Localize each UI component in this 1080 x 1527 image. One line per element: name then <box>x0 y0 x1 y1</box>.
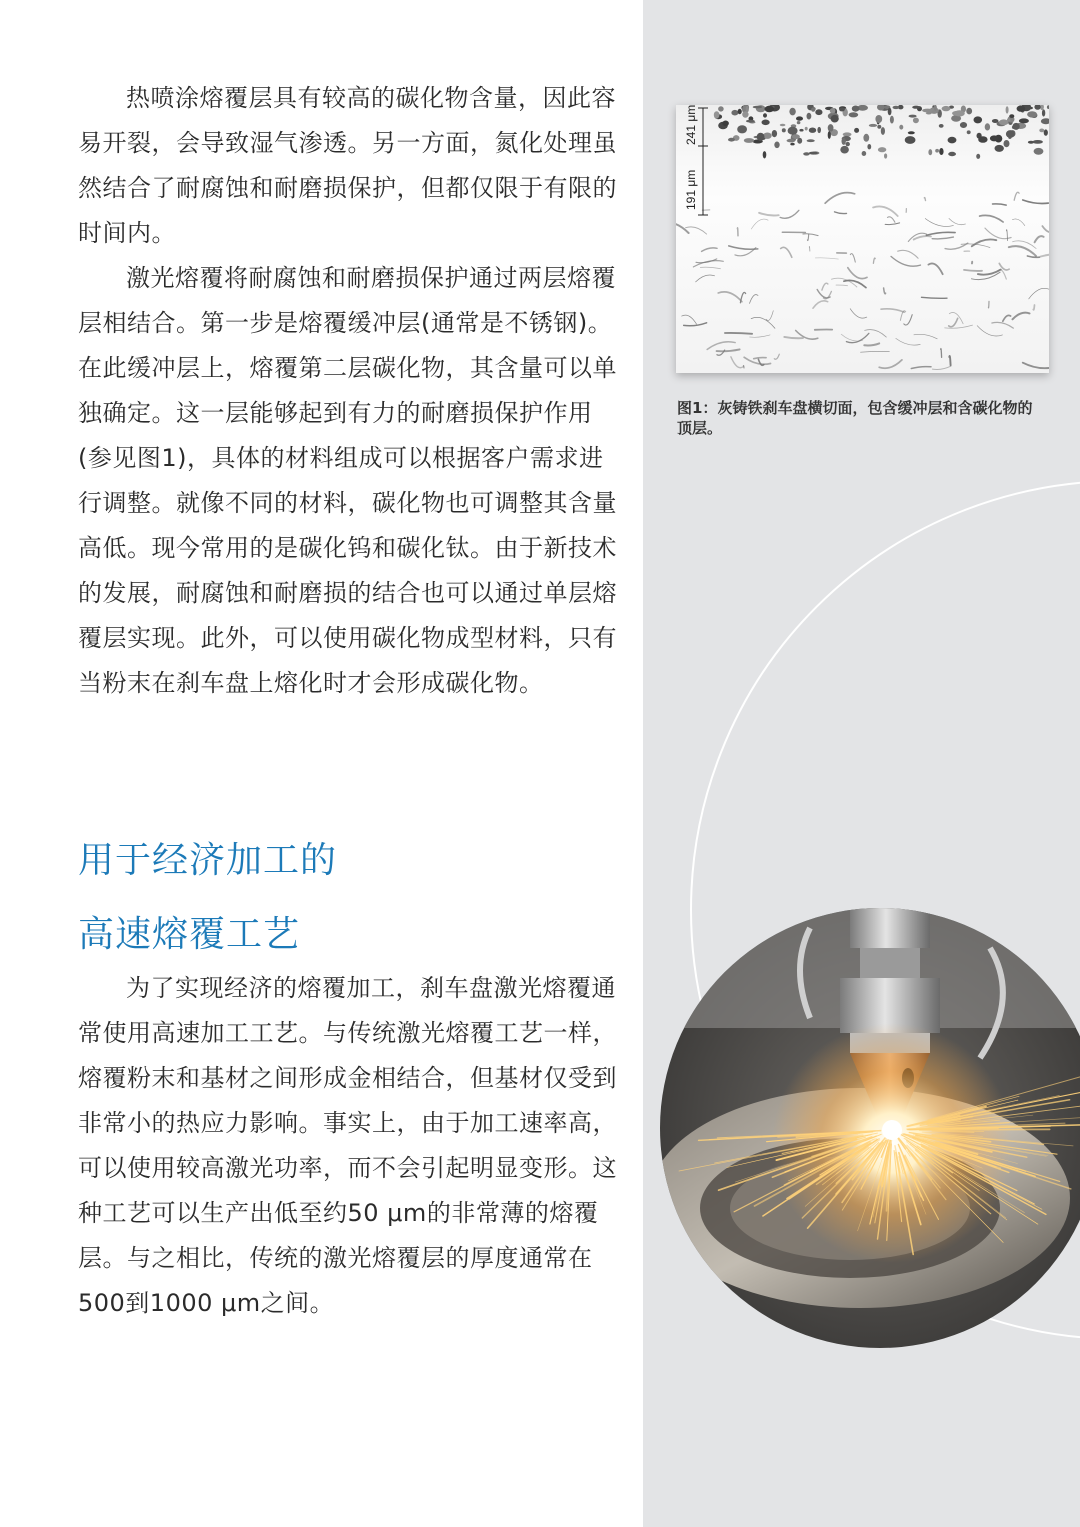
section-heading-line-1: 用于经济加工的 <box>78 840 338 881</box>
figure-1-micrograph <box>676 105 1049 373</box>
laser-cladding-photo <box>660 908 1080 1348</box>
section-heading-line-2: 高速熔覆工艺 <box>78 914 301 955</box>
paragraph-1: 热喷涂熔覆层具有较高的碳化物含量，因此容易开裂，会导致湿气渗透。另一方面，氮化处理虽然结合了耐腐蚀和耐磨损保护，但都仅限于有限的时间内。 <box>78 84 617 247</box>
scale-label-top: 241 μm <box>684 105 698 145</box>
paragraph-3: 为了实现经济的熔覆加工，刹车盘激光熔覆通常使用高速加工工艺。与传统激光熔覆工艺一样，熔覆粉末和基材之间形成金相结合，但基材仅受到非常小的热应力影响。事实上，由于加工速率高，可以使用较高激光功率，而不会引起明显变形。这种工艺可以生产出低至约50 μm的非常薄的熔覆层。与之相比，传统的激光熔覆层的厚度通常在500到1000 μm之间。 <box>78 974 617 1317</box>
scale-label-bottom: 191 μm <box>684 169 698 210</box>
paragraph-2: 激光熔覆将耐腐蚀和耐磨损保护通过两层熔覆层相结合。第一步是熔覆缓冲层(通常是不锈钢)。在此缓冲层上，熔覆第二层碳化物，其含量可以单独确定。这一层能够起到有力的耐磨损保护作用(参见图1)，具体的材料组成可以根据客户需求进行调整。就像不同的材料，碳化物也可调整其含量高低。现今常用的是碳化钨和碳化钛。由于新技术的发展，耐腐蚀和耐磨损的结合也可以通过单层熔覆层实现。此外，可以使用碳化物成型材料，只有当粉末在刹车盘上熔化时才会形成碳化物。 <box>78 264 617 697</box>
figure-1-caption: 图1：灰铸铁刹车盘横切面，包含缓冲层和含碳化物的顶层。 <box>677 399 1033 437</box>
